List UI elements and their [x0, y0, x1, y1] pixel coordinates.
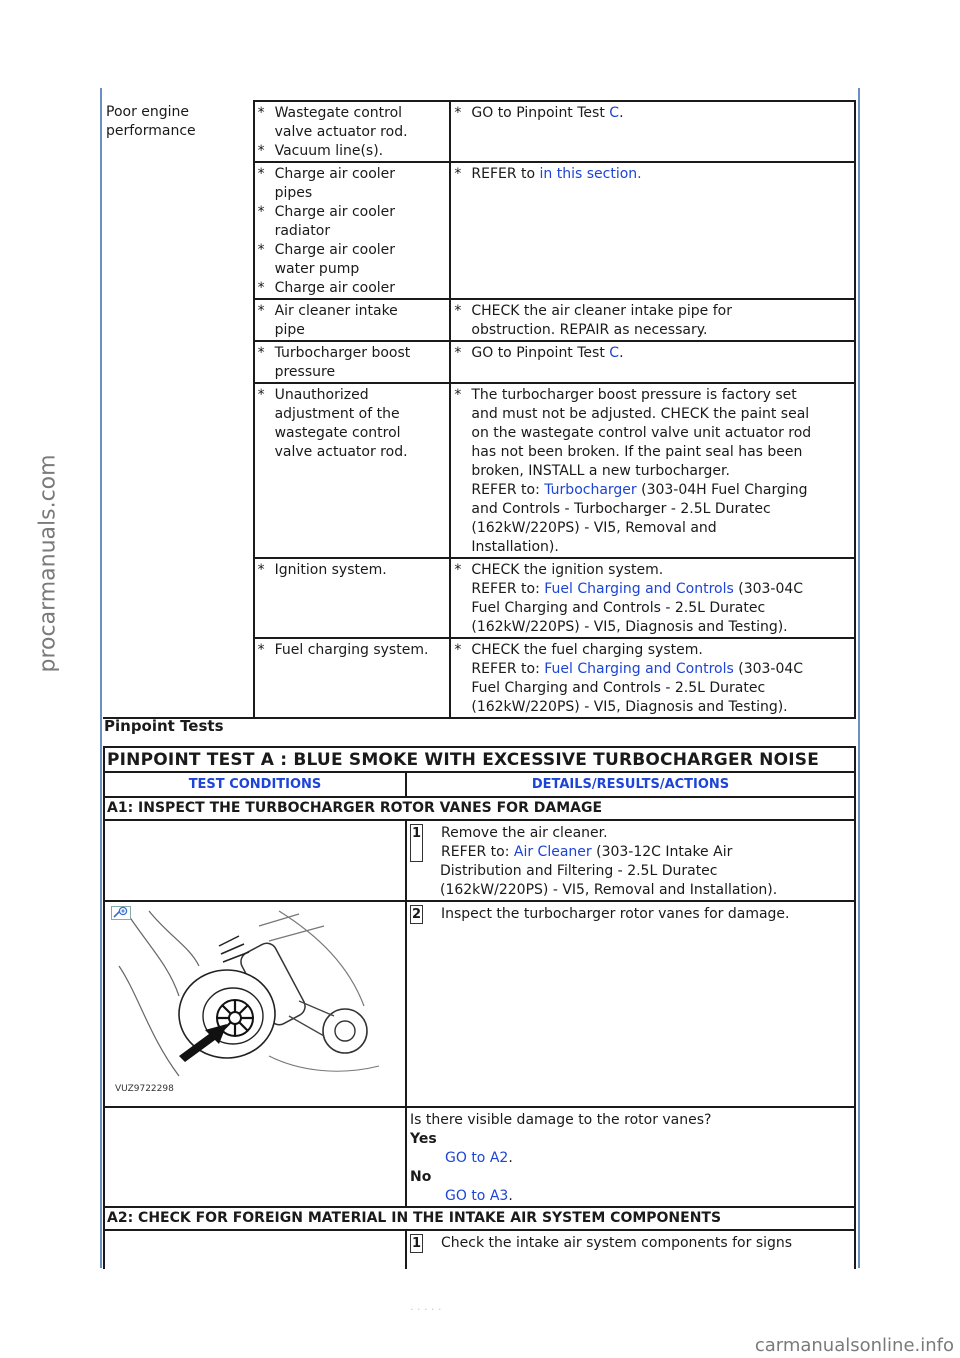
source-cell: * Fuel charging system. — [254, 638, 451, 718]
side-watermark: procarmanuals.com — [35, 454, 61, 673]
condition-cell — [104, 1107, 406, 1207]
condition-cell — [103, 101, 254, 718]
source-cell: * Air cleaner intake pipe — [254, 299, 451, 341]
action-cell: * CHECK the fuel charging system. REFER to: Fuel Charging and Controls (303-04C Fuel Charging and Controls - 2.5L Duratec (162kW/220PS) - VI5, Diagnosis and Testing). — [450, 638, 855, 718]
image-caption: VUZ9722298 — [115, 1084, 174, 1094]
step-number: 1 — [411, 1236, 422, 1251]
section-heading: Pinpoint Tests — [104, 717, 224, 735]
details-cell: 1 Remove the air cleaner. REFER to: Air Cleaner (303-12C Intake Air Distribution and Filtering - 2.5L Duratec (162kW/220PS) - VI5, Removal and Installation). — [406, 820, 855, 901]
action-cell: * CHECK the ignition system. REFER to: Fuel Charging and Controls (303-04C Fuel Charging and Controls - 2.5L Duratec (162kW/220PS) - VI5, Diagnosis and Testing). — [450, 558, 855, 638]
go-to-a2-link[interactable]: GO to A2 — [445, 1150, 509, 1166]
image-cell — [104, 901, 406, 1107]
action-cell: * GO to Pinpoint Test C. — [450, 101, 855, 162]
footer-faint-text: · · · · · — [410, 1303, 442, 1316]
symptom-table — [103, 100, 856, 719]
condition-cell — [104, 820, 406, 901]
source-cell: * Turbocharger boost pressure — [254, 341, 451, 383]
source-cell: * Wastegate control valve actuator rod. * Vacuum line(s). — [254, 101, 451, 162]
column-header-details: DETAILS/RESULTS/ACTIONS — [406, 772, 855, 797]
source-cell: * Ignition system. — [254, 558, 451, 638]
go-to-a3-link[interactable]: GO to A3 — [445, 1188, 509, 1204]
zoom-icon[interactable] — [111, 906, 131, 920]
turbocharger-link[interactable]: Turbocharger — [544, 482, 637, 498]
pinpoint-title: PINPOINT TEST A : BLUE SMOKE WITH EXCESSIVE TURBOCHARGER NOISE — [104, 747, 855, 772]
air-cleaner-link[interactable]: Air Cleaner — [513, 844, 592, 860]
column-header-conditions: TEST CONDITIONS — [104, 772, 406, 797]
fuel-charging-link[interactable]: Fuel Charging and Controls — [544, 661, 734, 677]
source-cell: * Charge air cooler pipes * Charge air cooler radiator * Charge air cooler water pump * Charge air cooler — [254, 162, 451, 299]
action-cell: * The turbocharger boost pressure is factory set and must not be adjusted. CHECK the paint seal on the wastegate control valve unit actuator rod has not been broken. If the paint seal has been broken, INSTALL a new turbocharger. REFER to: Turbocharger (303-04H Fuel Charging and Controls - Turbocharger - 2.5L Duratec (162kW/220PS) - VI5, Removal and Installation). — [450, 383, 855, 558]
step-number: 1 — [410, 824, 423, 862]
source-cell: * Unauthorized adjustment of the wastegate control valve actuator rod. — [254, 383, 451, 558]
question-text: Is there visible damage to the rotor vanes? — [410, 1112, 712, 1128]
condition-cell — [104, 1230, 406, 1269]
right-margin-rule — [858, 88, 860, 1268]
results-cell: Is there visible damage to the rotor vanes? Yes GO to A2. No GO to A3. — [406, 1107, 855, 1207]
pinpoint-test-c-link[interactable]: C — [609, 345, 620, 361]
left-margin-rule — [100, 88, 102, 1268]
action-cell: * REFER to in this section. — [450, 162, 855, 299]
details-cell: 2 Inspect the turbocharger rotor vanes for damage. — [406, 901, 855, 1107]
action-cell: * CHECK the air cleaner intake pipe for obstruction. REPAIR as necessary. — [450, 299, 855, 341]
in-this-section-link[interactable]: in this section. — [539, 166, 642, 182]
turbocharger-illustration — [109, 906, 399, 1096]
fuel-charging-link[interactable]: Fuel Charging and Controls — [544, 581, 734, 597]
bottom-watermark: carmanualsonline.info — [754, 1335, 954, 1356]
table-row — [103, 101, 855, 162]
step-number: 2 — [411, 907, 422, 922]
condition-line: Poor engine — [106, 104, 190, 120]
action-cell: * GO to Pinpoint Test C. — [450, 341, 855, 383]
step-a1-title: A1: INSPECT THE TURBOCHARGER ROTOR VANES FOR DAMAGE — [104, 797, 855, 820]
pinpoint-test-c-link[interactable]: C — [609, 105, 620, 121]
pinpoint-test-table — [103, 746, 856, 1269]
details-cell: 1 Check the intake air system components for signs — [406, 1230, 855, 1269]
no-label: No — [410, 1169, 432, 1185]
step-a2-title: A2: CHECK FOR FOREIGN MATERIAL IN THE INTAKE AIR SYSTEM COMPONENTS — [104, 1207, 855, 1230]
yes-label: Yes — [410, 1131, 437, 1147]
condition-line: performance — [106, 123, 196, 139]
